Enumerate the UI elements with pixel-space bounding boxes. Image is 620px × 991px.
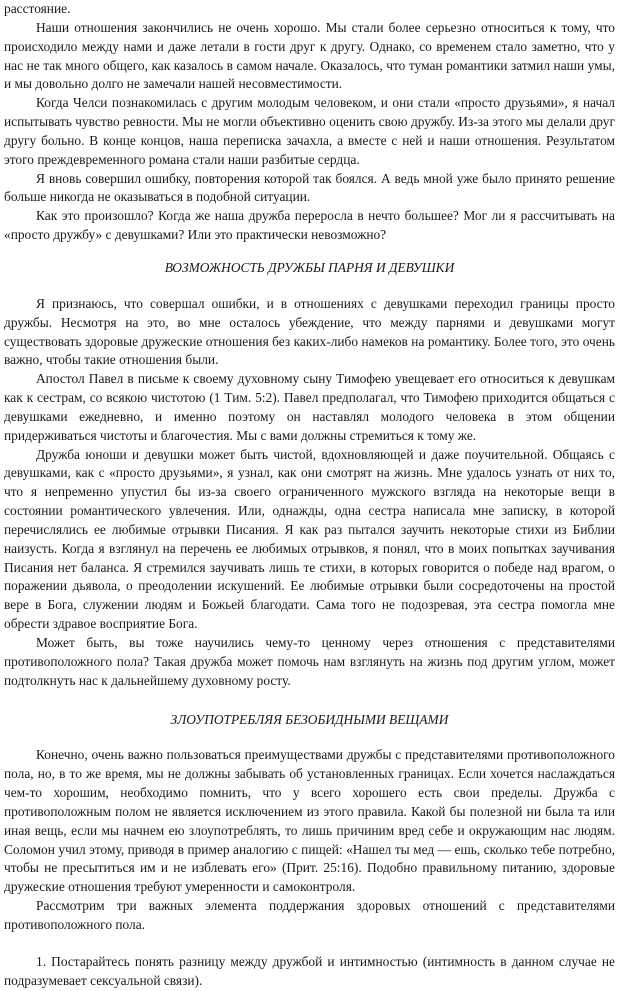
paragraph: Я вновь совершил ошибку, повторения которой так боялся. А ведь мной уже было принято решение больше никогда не оказываться в подобной ситуации. [4,170,615,205]
list-item: 1. Постарайтесь понять разницу между дружбой и интимностью (интимность в данном случае не подразумевает сексуальной связи). [4,953,615,988]
paragraph: Как это произошло? Когда же наша дружба переросла в нечто большее? Мог ли я рассчитывать на «просто дружбу» с девушками? Или это практически невозможно? [4,208,615,243]
section-heading: ЗЛОУПОТРЕБЛЯЯ БЕЗОБИДНЫМИ ВЕЩАМИ [170,711,449,727]
section-heading: ВОЗМОЖНОСТЬ ДРУЖБЫ ПАРНЯ И ДЕВУШКИ [164,259,455,275]
paragraph: Апостол Павел в письме к своему духовному сыну Тимофею увещевает его относиться к девушкам как к сестрам, со всякою чистотою (1 Тим. 5:2). Павел предполагал, что Тимофею приходится общаться с девушками ежедневно, и именно поэтому он наставлял молодого человека в этом общении придерживаться чистоты и благочестия. Мы с вами должны стремиться к тому же. [4,371,615,443]
paragraph: Рассмотрим три важных элемента поддержания здоровых отношений с представителями противоположного пола. [4,898,615,932]
paragraph: Наши отношения закончились не очень хорошо. Мы стали более серьезно относиться к тому, что происходило между нами и даже летали в гости друг к другу. Однако, со временем стало заметно, что у нас не так много общего, как казалось в самом начале. Оказалось, что туман романтики затмил наши умы, и мы довольно долго не замечали нашей несовместимости. [4,19,615,92]
paragraph: Я признаюсь, что совершал ошибки, и в отношениях с девушками переходил границы просто дружбы. Несмотря на это, во мне осталось убеждение, что между парнями и девушками могут существовать здоровые дружеские отношения без каких-либо намеков на романтику. Более того, это очень важно, чтобы такие отношения были. [4,295,615,368]
paragraph: Когда Челси познакомилась с другим молодым человеком, и они стали «просто друзьями», я начал испытывать чувство ревности. Мы не могли объективно оценить свою дружбу. Из-за этого мы делали друг другу больно. В конце концов, наша переписка зачахла, а вместе с ней и наши отношения. Результатом этого преждевременного романа стали наши разбитые сердца. [4,95,615,167]
paragraph-continuation: расстояние. [4,1,71,16]
paragraph: Конечно, очень важно пользоваться преимуществами дружбы с представителями противоположного пола, но, в то же время, мы не должны забывать об установленных границах. Если хочется наслаждаться чем-то хорошим, необходимо помнить, что у всего хорошего есть свои пределы. Дружба с противоположным полом не является исключением из этого правила. Какой бы полезной ни была та или иная вещь, если мы начнем ею злоупотреблять, то лишь причиним вред себе и окружающим нас людям. Соломон учил этому, приводя в пример аналогию с пищей: «Нашел ты мед — ешь, сколько тебе потребно, чтобы не пресытиться им и не изблевать его» (Прит. 25:16). Подобно правильному питанию, здоровые дружеские отношения требуют умеренности и самоконтроля. [4,747,615,895]
paragraph: Может быть, вы тоже научились чему-то ценному через отношения с представителями противоположного пола? Такая дружба может помочь нам взглянуть на жизнь под другим углом, может подтолкнуть нас к дальнейшему духовному росту. [4,635,615,688]
paragraph: Дружба юноши и девушки может быть чистой, вдохновляющей и даже поучительной. Общаясь с девушками, как с «просто друзьями», я узнал, как они смотрят на жизнь. Мне удалось узнать от них то, что я непременно упустил бы из-за своего ограниченного мужского взгляда на некоторые вещи в состоянии романтического увлечения. Или, однажды, одна сестра написала мне записку, в которой перечислялись ее любимые отрывки Писания. Я как раз пытался заучить некоторые стихи из Библии наизусть. Когда я взглянул на перечень ее любимых отрывков, я понял, что в моих попытках заучивания Писания нет баланса. Я стремился заучивать лишь те стихи, в которых говорится о победе над врагом, о поражении дьявола, о преодолении искушений. Ее любимые отрывки были сосредоточены на простой вере в Бога, служении людям и Божьей благодати. Сама того не подозревая, эта сестра помогла мне обрести здравое восприятие Бога. [4,446,615,632]
